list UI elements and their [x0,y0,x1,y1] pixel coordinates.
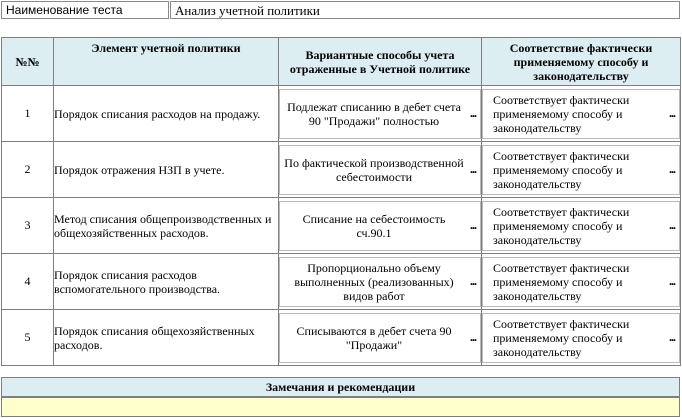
method-choice-button[interactable]: ... [470,329,476,344]
test-name-label: Наименование теста [1,1,169,19]
method-field[interactable] [279,89,481,139]
compliance-field[interactable] [482,201,680,251]
method-choice-button[interactable]: ... [470,161,476,176]
compliance-choice-button[interactable]: ... [669,217,675,232]
method-choice-button[interactable]: ... [470,217,476,232]
row-number: 5 [2,310,54,366]
method-value: Подлежат списанию в дебет счета 90 "Продажи" полностью [287,99,461,128]
table-row [2,86,681,142]
method-field[interactable] [279,145,481,195]
method-value: Пропорционально объему выполненных (реализованных) видов работ [294,260,454,303]
compliance-choice-button[interactable]: ... [669,329,675,344]
compliance-value: Соответствует фактически применяемому способу и законодательству [493,316,630,359]
compliance-value: Соответствует фактически применяемому способу и законодательству [493,92,630,135]
method-value: Списание на себестоимость сч.90.1 [302,211,446,240]
compliance-value: Соответствует фактически применяемому способу и законодательству [493,148,630,191]
method-value: По фактической производственной себестоимости [284,155,464,184]
test-name-bar [0,0,682,20]
method-field[interactable] [279,201,481,251]
policy-element: Порядок списания расходов вспомогательного производства. [54,254,279,310]
method-value: Списываются в дебет счета 90 "Продажи" [296,323,452,352]
compliance-field[interactable] [482,313,680,363]
col-header-number: №№ [2,38,54,86]
compliance-value: Соответствует фактически применяемому способу и законодательству [493,204,630,247]
table-row [2,142,681,198]
compliance-field[interactable] [482,145,680,195]
policy-element: Порядок отражения НЗП в учете. [54,142,279,198]
compliance-field[interactable] [482,89,680,139]
test-name-field[interactable]: Анализ учетной политики [170,1,680,19]
method-field[interactable] [279,313,481,363]
compliance-choice-button[interactable]: ... [669,273,675,288]
compliance-value: Соответствует фактически применяемому способу и законодательству [493,260,630,303]
compliance-choice-button[interactable]: ... [669,161,675,176]
policy-element: Метод списания общепроизводственных и общехозяйственных расходов. [54,198,279,254]
compliance-field[interactable] [482,257,680,307]
policy-element: Порядок списания общехозяйственных расходов. [54,310,279,366]
accounting-policy-table [1,37,681,366]
col-header-compliance: Соответствие фактически применяемому способу и законодательству [482,38,681,86]
method-choice-button[interactable]: ... [470,273,476,288]
row-number: 4 [2,254,54,310]
remarks-header: Замечания и рекомендации [1,377,680,397]
col-header-method: Вариантные способы учета отраженные в Учетной политике [279,38,482,86]
table-row [2,254,681,310]
compliance-choice-button[interactable]: ... [669,105,675,120]
method-choice-button[interactable]: ... [470,105,476,120]
col-header-element: Элемент учетной политики [54,38,279,86]
row-number: 1 [2,86,54,142]
row-number: 2 [2,142,54,198]
table-row [2,198,681,254]
method-field[interactable] [279,257,481,307]
remarks-input[interactable] [1,397,680,417]
table-header-row [2,38,681,86]
policy-element: Порядок списания расходов на продажу. [54,86,279,142]
table-row [2,310,681,366]
row-number: 3 [2,198,54,254]
